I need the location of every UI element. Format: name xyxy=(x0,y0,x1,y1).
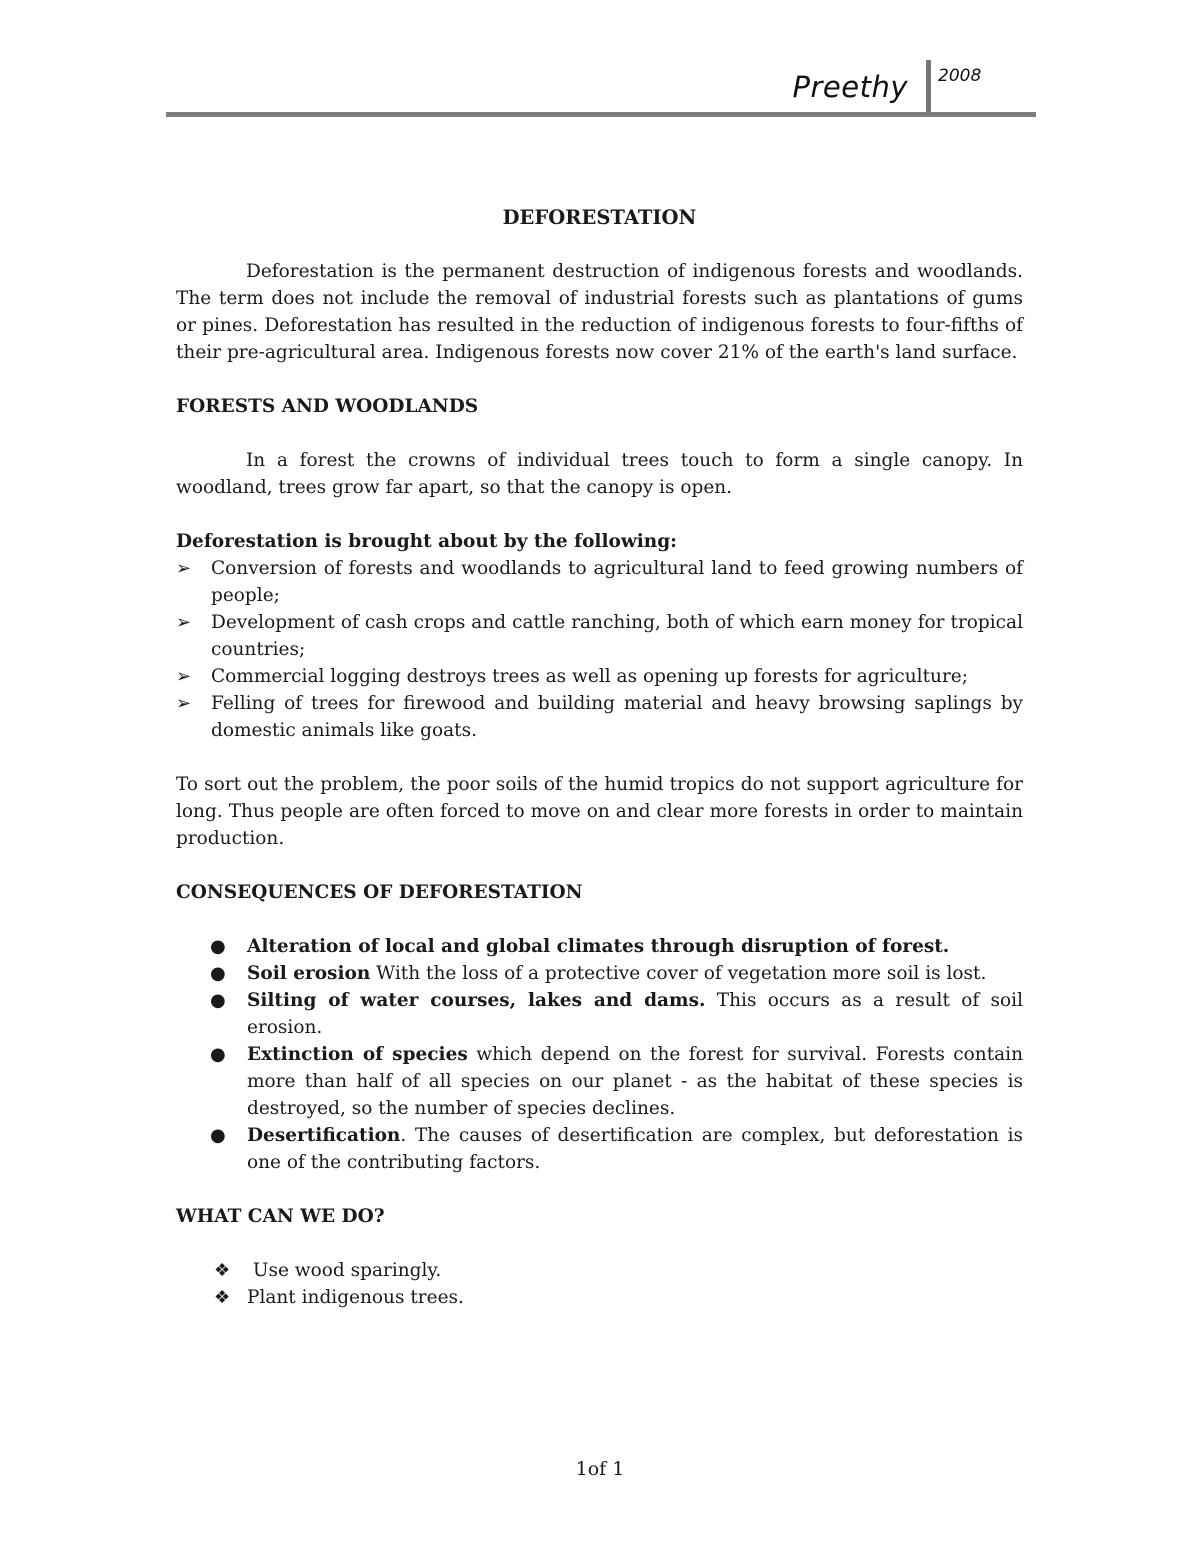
problem-paragraph: To sort out the problem, the poor soils of the humid tropics do not support agriculture for long. Thus people are often forced to move on and clear more forests in order to maintain production. xyxy=(176,774,1023,849)
list-item: ➢ Development of cash crops and cattle ranching, both of which earn money for tropical countries; xyxy=(176,609,1023,663)
arrow-bullet-icon: ➢ xyxy=(176,666,192,687)
round-bullet-icon: ● xyxy=(210,990,226,1011)
diamond-bullet-icon: ❖ xyxy=(214,1287,231,1308)
round-bullet-icon: ● xyxy=(210,1044,226,1065)
round-bullet-icon: ● xyxy=(210,936,226,957)
consequences-list xyxy=(176,933,1023,1176)
page-number: 1of 1 xyxy=(575,1458,625,1480)
list-item: ● Alteration of local and global climates through disruption of forest. xyxy=(176,933,1023,960)
header-rule xyxy=(166,112,1036,117)
header-divider xyxy=(926,60,931,114)
list-item: ➢ Commercial logging destroys trees as well as opening up forests for agriculture; xyxy=(176,663,1023,690)
causes-list xyxy=(176,555,1023,744)
round-bullet-icon: ● xyxy=(210,963,226,984)
forests-paragraph: In a forest the crowns of individual trees touch to form a single canopy. In woodland, trees grow far apart, so that the canopy is open. xyxy=(176,450,1023,498)
forests-heading: FORESTS AND WOODLANDS xyxy=(176,396,479,417)
arrow-bullet-icon: ➢ xyxy=(176,558,192,579)
list-item: ● Silting of water courses, lakes and dams. This occurs as a result of soil erosion. xyxy=(176,987,1023,1041)
actions-list xyxy=(176,1257,1023,1311)
intro-paragraph: Deforestation is the permanent destruction of indigenous forests and woodlands. The term does not include the removal of industrial forests such as plantations of gums or pines. Deforestation has resulted in the reduction of indigenous forests to four-fifths of their pre-agricultural area. Indigenous forests now cover 21% of the earth's land surface. xyxy=(176,261,1023,363)
page-header xyxy=(166,56,1036,118)
consequences-heading: CONSEQUENCES OF DEFORESTATION xyxy=(176,882,583,903)
list-item: ❖ Use wood sparingly. xyxy=(176,1257,1023,1284)
list-item: ➢ Felling of trees for firewood and building material and heavy browsing saplings by domestic animals like goats. xyxy=(176,690,1023,744)
document-title: DEFORESTATION xyxy=(502,206,697,229)
diamond-bullet-icon: ❖ xyxy=(214,1260,231,1281)
document-body xyxy=(176,204,1023,1311)
list-item: ● Desertification. The causes of desertification are complex, but deforestation is one of the contributing factors. xyxy=(176,1122,1023,1176)
list-item: ➢ Conversion of forests and woodlands to agricultural land to feed growing numbers of people; xyxy=(176,555,1023,609)
arrow-bullet-icon: ➢ xyxy=(176,612,192,633)
actions-heading: WHAT CAN WE DO? xyxy=(176,1206,385,1227)
list-item: ● Extinction of species which depend on the forest for survival. Forests contain more than half of all species on our planet - as the habitat of these species is destroyed, so the number of species declines. xyxy=(176,1041,1023,1122)
arrow-bullet-icon: ➢ xyxy=(176,693,192,714)
header-year: 2008 xyxy=(938,66,982,86)
list-item: ❖ Plant indigenous trees. xyxy=(176,1284,1023,1311)
causes-heading: Deforestation is brought about by the following: xyxy=(176,531,677,552)
round-bullet-icon: ● xyxy=(210,1125,226,1146)
header-author: Preethy xyxy=(792,70,908,104)
list-item: ● Soil erosion With the loss of a protective cover of vegetation more soil is lost. xyxy=(176,960,1023,987)
